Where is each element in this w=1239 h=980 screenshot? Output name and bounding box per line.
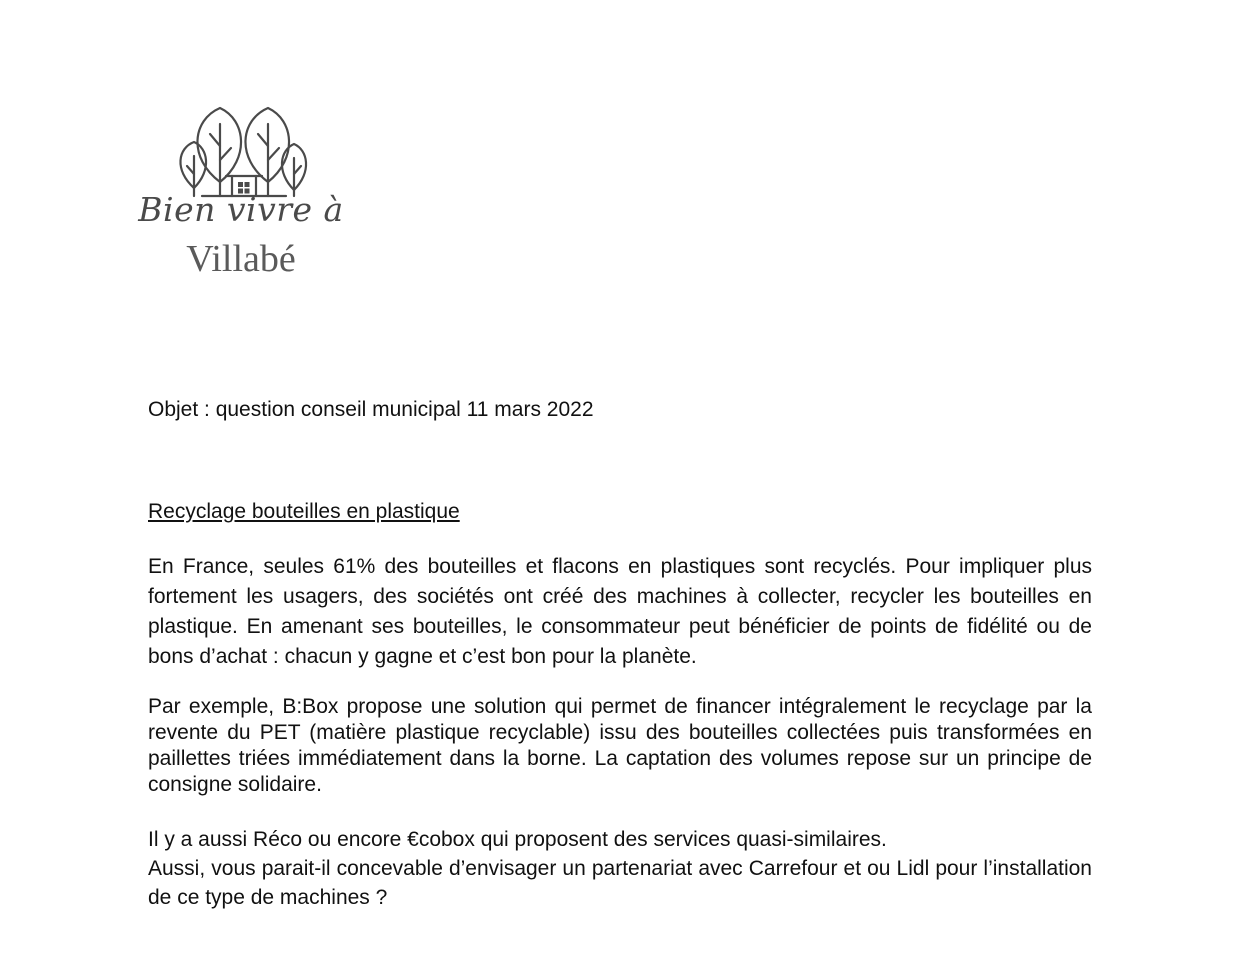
- paragraph-3-line-1: Il y a aussi Réco ou encore €cobox qui proposent des services quasi-similaires.: [148, 828, 887, 851]
- logo-text-line1: Bien vivre à: [138, 190, 344, 229]
- section-title: Recyclage bouteilles en plastique: [148, 500, 460, 523]
- document-subject: Objet : question conseil municipal 11 mars 2022: [148, 398, 594, 421]
- paragraph-3-line-2: Aussi, vous parait-il concevable d’envisager un partenariat avec Carrefour et ou Lidl pour l’installation de ce type de machines ?: [148, 857, 1092, 909]
- paragraph-3: [148, 825, 1092, 912]
- trees-house-icon: [136, 104, 346, 204]
- paragraph-2: Par exemple, B:Box propose une solution qui permet de financer intégralement le recyclage par la revente du PET (matière plastique recyclable) issu des bouteilles collectées puis transformées en paillettes triées immédiatement dans la borne. La captation des volumes repose sur un principe de consigne solidaire.: [148, 695, 1092, 796]
- paragraph-1: En France, seules 61% des bouteilles et flacons en plastiques sont recyclés. Pour impliquer plus fortement les usagers, des sociétés ont créé des machines à collecter, recycler les bouteilles en plastique. En amenant ses bouteilles, le consommateur peut bénéficier de points de fidélité ou de bons d’achat : chacun y gagne et c’est bon pour la planète.: [148, 555, 1092, 668]
- logo: [136, 104, 346, 280]
- logo-text-line2: Villabé: [186, 238, 296, 280]
